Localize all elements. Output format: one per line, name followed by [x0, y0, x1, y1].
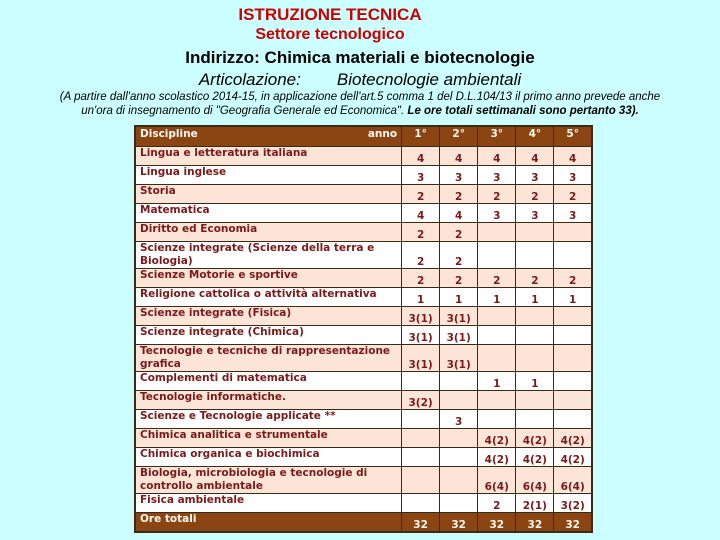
articolazione-value: Biotecnologie ambientali [336, 70, 522, 89]
hours-year-2 [440, 494, 478, 513]
hours-year-2: 4 [440, 204, 478, 223]
hours-year-4 [516, 223, 554, 242]
hours-year-2 [440, 391, 478, 410]
table-row [135, 242, 592, 269]
hours-year-3: 3 [478, 166, 516, 185]
table-row [135, 288, 592, 307]
hours-year-4: 2 [516, 185, 554, 204]
hours-year-3: 1 [478, 288, 516, 307]
hours-year-3 [478, 345, 516, 372]
hours-year-4 [516, 391, 554, 410]
discipline-name: Scienze e Tecnologie applicate ** [135, 410, 402, 429]
hours-table [134, 125, 593, 533]
note-bold: Le ore totali settimanali sono pertanto 33). [407, 105, 639, 117]
note-line-2: un'ora di insegnamento di "Geografia Generale ed Economica". [81, 105, 405, 117]
hours-year-4: 3 [516, 166, 554, 185]
table-row [135, 147, 592, 166]
hours-year-1 [402, 429, 440, 448]
total-year-5: 32 [554, 513, 592, 533]
table-row [135, 467, 592, 494]
sector-title: Settore tecnologico [255, 26, 405, 43]
hours-year-1 [402, 467, 440, 494]
hours-year-4: 4(2) [516, 448, 554, 467]
table-row [135, 410, 592, 429]
hours-year-3: 2 [478, 269, 516, 288]
hours-year-5: 6(4) [554, 467, 592, 494]
header-anno: anno [364, 126, 402, 147]
hours-year-3 [478, 410, 516, 429]
hours-year-1: 2 [402, 185, 440, 204]
hours-year-5 [554, 307, 592, 326]
hours-year-4: 6(4) [516, 467, 554, 494]
hours-year-3: 2 [478, 185, 516, 204]
hours-year-4 [516, 326, 554, 345]
hours-year-1: 3 [402, 166, 440, 185]
hours-year-4: 4 [516, 147, 554, 166]
discipline-name: Matematica [135, 204, 402, 223]
hours-year-2 [440, 429, 478, 448]
hours-year-1: 1 [402, 288, 440, 307]
hours-year-5 [554, 372, 592, 391]
discipline-name: Religione cattolica o attività alternativa [135, 288, 402, 307]
discipline-name: Storia [135, 185, 402, 204]
hours-year-4: 2 [516, 269, 554, 288]
discipline-name: Lingua e letteratura italiana [135, 147, 402, 166]
hours-year-2: 3(1) [440, 345, 478, 372]
table-header-row [135, 126, 592, 147]
hours-year-3 [478, 242, 516, 269]
table-row [135, 345, 592, 372]
total-label: Ore totali [135, 513, 402, 533]
hours-year-1 [402, 448, 440, 467]
table-row [135, 185, 592, 204]
note-text [0, 90, 720, 118]
hours-year-3 [478, 391, 516, 410]
hours-year-2: 2 [440, 269, 478, 288]
hours-year-3: 2 [478, 494, 516, 513]
hours-year-2: 2 [440, 223, 478, 242]
header-year-3: 3° [478, 126, 516, 147]
indirizzo-title: Indirizzo: Chimica materiali e biotecnologie [185, 48, 535, 67]
hours-year-1: 3(2) [402, 391, 440, 410]
hours-year-5: 3(2) [554, 494, 592, 513]
hours-year-4: 4(2) [516, 429, 554, 448]
discipline-name: Scienze integrate (Scienze della terra e Biologia) [135, 242, 402, 269]
hours-year-2: 2 [440, 185, 478, 204]
table-row [135, 448, 592, 467]
total-year-2: 32 [440, 513, 478, 533]
discipline-name: Chimica analitica e strumentale [135, 429, 402, 448]
table-row [135, 307, 592, 326]
hours-year-1 [402, 494, 440, 513]
hours-year-5 [554, 345, 592, 372]
hours-year-2: 3 [440, 166, 478, 185]
hours-year-5: 2 [554, 185, 592, 204]
hours-year-3 [478, 223, 516, 242]
hours-year-4 [516, 410, 554, 429]
hours-year-4 [516, 345, 554, 372]
total-row [135, 513, 592, 533]
discipline-name: Fisica ambientale [135, 494, 402, 513]
hours-year-4 [516, 242, 554, 269]
table-row [135, 494, 592, 513]
table-row [135, 223, 592, 242]
hours-year-5: 2 [554, 269, 592, 288]
discipline-name: Biologia, microbiologia e tecnologie di controllo ambientale [135, 467, 402, 494]
page-title: ISTRUZIONE TECNICA [238, 5, 422, 24]
hours-year-2: 3(1) [440, 307, 478, 326]
discipline-name: Scienze Motorie e sportive [135, 269, 402, 288]
hours-year-5 [554, 410, 592, 429]
hours-year-2: 3(1) [440, 326, 478, 345]
hours-year-3 [478, 307, 516, 326]
hours-year-5 [554, 391, 592, 410]
hours-year-4: 3 [516, 204, 554, 223]
hours-year-2 [440, 372, 478, 391]
discipline-name: Scienze integrate (Chimica) [135, 326, 402, 345]
hours-year-2: 1 [440, 288, 478, 307]
header-discipline: Discipline [135, 126, 364, 147]
hours-year-1: 2 [402, 242, 440, 269]
hours-year-3: 3 [478, 204, 516, 223]
table-row [135, 166, 592, 185]
hours-year-3: 1 [478, 372, 516, 391]
articolazione-line [0, 70, 720, 90]
table-row [135, 429, 592, 448]
hours-year-1: 4 [402, 204, 440, 223]
table-row [135, 372, 592, 391]
hours-year-1: 2 [402, 269, 440, 288]
hours-year-4: 2(1) [516, 494, 554, 513]
hours-year-1: 2 [402, 223, 440, 242]
hours-year-5: 4(2) [554, 429, 592, 448]
total-year-1: 32 [402, 513, 440, 533]
header-year-4: 4° [516, 126, 554, 147]
discipline-name: Tecnologie e tecniche di rappresentazione grafica [135, 345, 402, 372]
hours-year-1: 4 [402, 147, 440, 166]
hours-year-4: 1 [516, 372, 554, 391]
hours-year-4: 1 [516, 288, 554, 307]
hours-year-5 [554, 242, 592, 269]
header-year-5: 5° [554, 126, 592, 147]
discipline-name: Tecnologie informatiche. [135, 391, 402, 410]
discipline-name: Scienze integrate (Fisica) [135, 307, 402, 326]
hours-year-2: 3 [440, 410, 478, 429]
discipline-name: Diritto ed Economia [135, 223, 402, 242]
hours-year-3 [478, 326, 516, 345]
hours-year-3: 6(4) [478, 467, 516, 494]
discipline-name: Complementi di matematica [135, 372, 402, 391]
hours-year-1 [402, 372, 440, 391]
hours-year-5: 4(2) [554, 448, 592, 467]
hours-year-5: 3 [554, 204, 592, 223]
hours-year-2 [440, 448, 478, 467]
hours-year-5: 3 [554, 166, 592, 185]
total-year-3: 32 [478, 513, 516, 533]
hours-year-5 [554, 326, 592, 345]
header-year-2: 2° [440, 126, 478, 147]
hours-year-2: 2 [440, 242, 478, 269]
table-row [135, 269, 592, 288]
table-row [135, 391, 592, 410]
hours-year-5: 1 [554, 288, 592, 307]
header-year-1: 1° [402, 126, 440, 147]
articolazione-label: Articolazione: [198, 70, 301, 89]
hours-year-5 [554, 223, 592, 242]
discipline-name: Lingua inglese [135, 166, 402, 185]
hours-year-1 [402, 410, 440, 429]
hours-year-2: 4 [440, 147, 478, 166]
hours-year-3: 4(2) [478, 448, 516, 467]
discipline-name: Chimica organica e biochimica [135, 448, 402, 467]
note-line-1: (A partire dall'anno scolastico 2014-15, in applicazione dell'art.5 comma 1 del D.L.104/13 il primo anno prevede anche [59, 91, 661, 103]
hours-year-4 [516, 307, 554, 326]
table-row [135, 204, 592, 223]
hours-year-1: 3(1) [402, 307, 440, 326]
hours-year-1: 3(1) [402, 326, 440, 345]
hours-year-3: 4 [478, 147, 516, 166]
total-year-4: 32 [516, 513, 554, 533]
table-row [135, 326, 592, 345]
hours-year-1: 3(1) [402, 345, 440, 372]
hours-year-2 [440, 467, 478, 494]
hours-year-5: 4 [554, 147, 592, 166]
hours-year-3: 4(2) [478, 429, 516, 448]
